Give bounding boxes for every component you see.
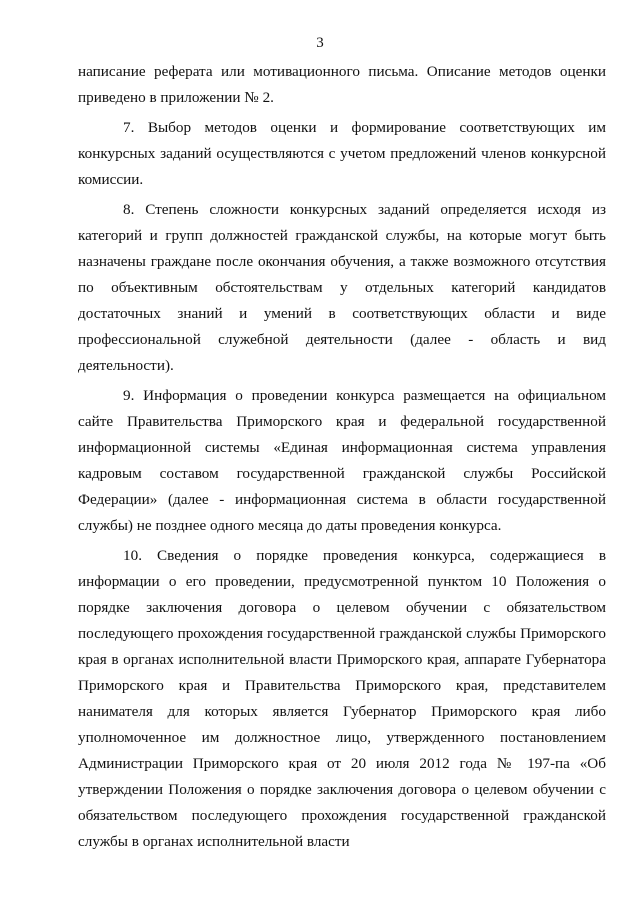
- paragraph-item-10: 10. Сведения о порядке проведения конкурса, содержащиеся в информации о его проведении, предусмотренной пунктом 10 Положения о порядке заключения договора о целевом обучении с обязательством последующего прохождения государственной гражданской службы Приморского края в органах исполнительной власти Приморского края, аппарате Губернатора Приморского края и Правительства Приморского края, представителем нанимателя для которых является Губернатор Приморского края либо уполномоченное им должностное лицо, утвержденного постановлением Администрации Приморского края от 20 июля 2012 года № 197-па «Об утверждении Положения о порядке заключения договора о целевом обучении с обязательством последующего прохождения государственной гражданской службы в органах исполнительной власти: [78, 547, 606, 850]
- page-number: 3: [316, 35, 324, 51]
- paragraph-item-7: 7. Выбор методов оценки и формирование соответствующих им конкурсных заданий осуществляются с учетом предложений членов конкурсной комиссии.: [78, 119, 606, 188]
- paragraph-item-9: 9. Информация о проведении конкурса размещается на официальном сайте Правительства Приморского края и федеральной государственной информационной системы «Единая информационная система управления кадровым составом государственной гражданской службы Российской Федерации» (далее - информационная система в области государственной службы) не позднее одного месяца до даты проведения конкурса.: [78, 387, 606, 534]
- paragraph-continuation: написание реферата или мотивационного письма. Описание методов оценки приведено в приложении № 2.: [78, 63, 606, 106]
- paragraph-item-8: 8. Степень сложности конкурсных заданий определяется исходя из категорий и групп должностей гражданской службы, на которые могут быть назначены граждане после окончания обучения, а также возможного отсутствия по объективным обстоятельствам у отдельных категорий кандидатов достаточных знаний и умений в соответствующих области и виде профессиональной служебной деятельности (далее - область и вид деятельности).: [78, 201, 606, 374]
- document-body: [78, 59, 606, 855]
